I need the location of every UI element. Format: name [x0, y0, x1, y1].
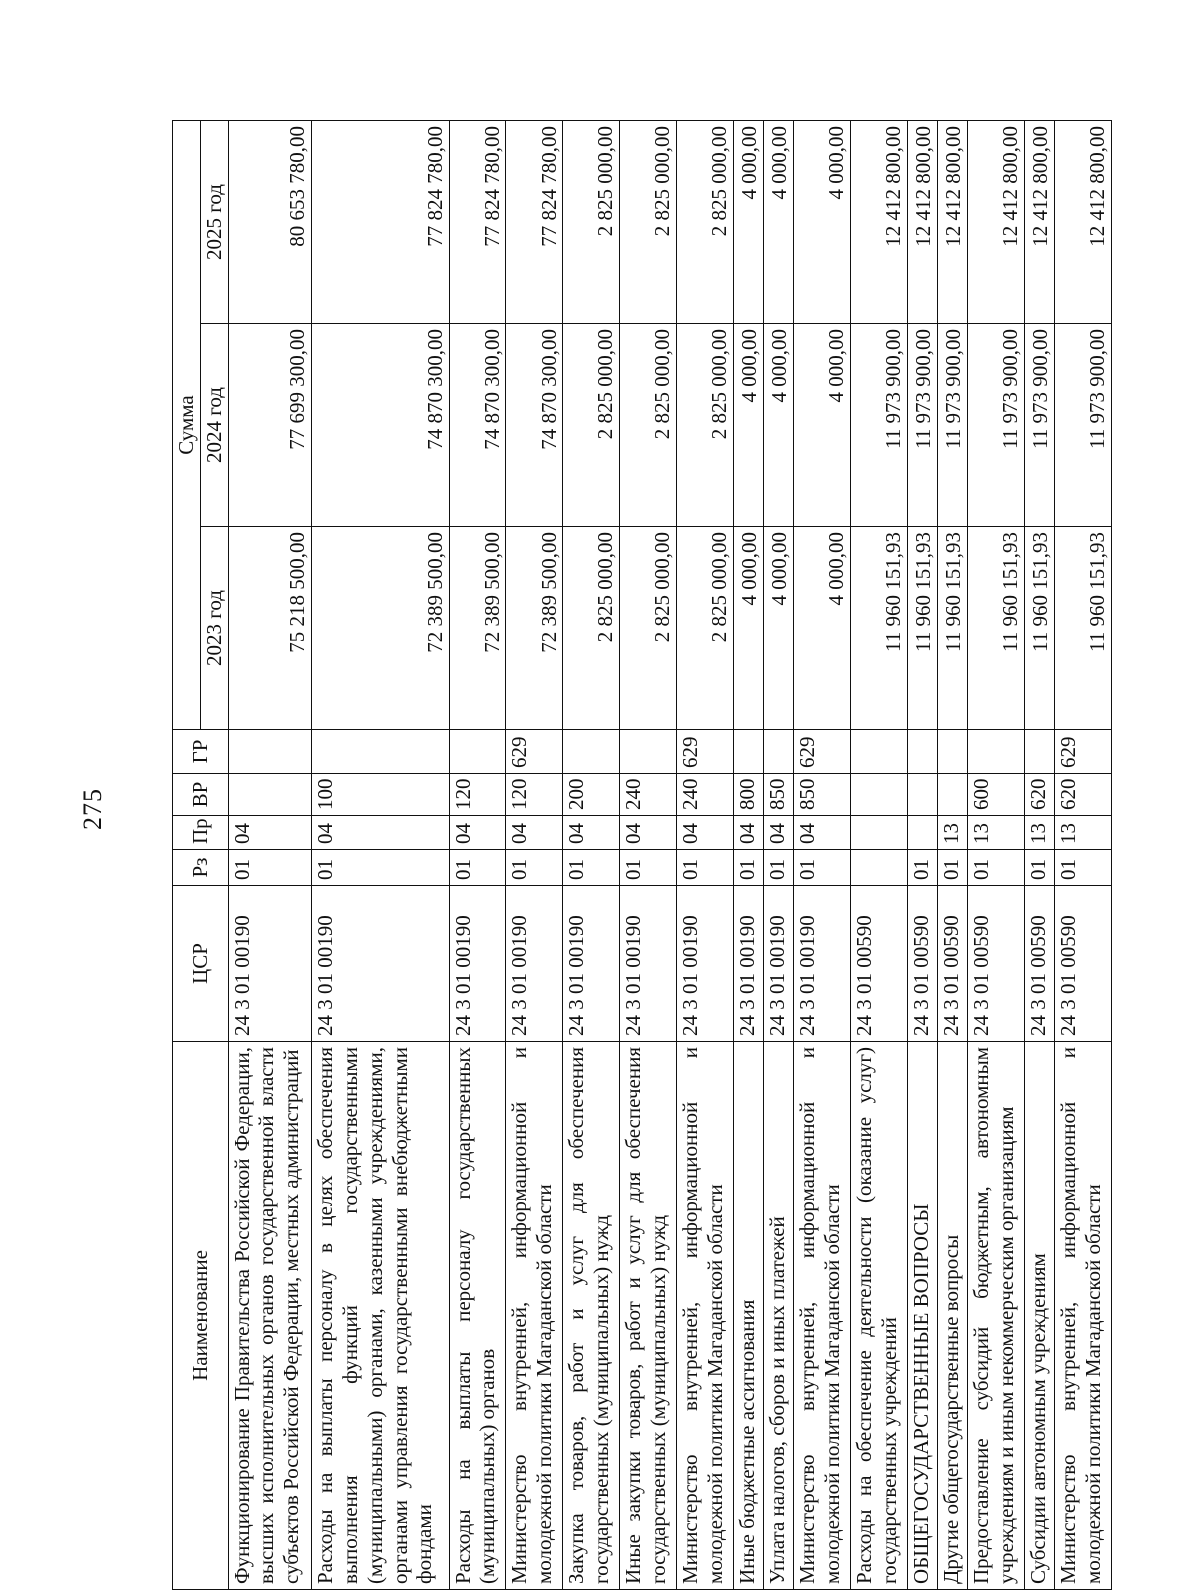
- row-pr: 04: [794, 816, 851, 850]
- row-rz: 01: [794, 850, 851, 886]
- row-rz: 01: [1055, 850, 1112, 886]
- row-sum-2023: 11 960 151,93: [1055, 527, 1112, 730]
- row-sum-2025: 4 000,00: [764, 120, 794, 323]
- row-csr: 24 3 01 00590: [907, 886, 937, 1042]
- row-gr: [968, 730, 1025, 774]
- row-gr: [938, 730, 968, 774]
- row-sum-2025: 77 824 780,00: [506, 120, 563, 323]
- row-rz: 01: [449, 850, 506, 886]
- row-rz: 01: [1024, 850, 1054, 886]
- row-rz: 01: [312, 850, 449, 886]
- row-sum-2025: 80 653 780,00: [228, 120, 312, 323]
- row-rz: 01: [228, 850, 312, 886]
- row-pr: 13: [938, 816, 968, 850]
- page-number: 275: [78, 788, 107, 830]
- row-pr: 04: [228, 816, 312, 850]
- row-rz: 01: [734, 850, 764, 886]
- row-vr: 620: [1055, 774, 1112, 816]
- row-csr: 24 3 01 00190: [506, 886, 563, 1042]
- row-pr: [907, 816, 937, 850]
- row-pr: 13: [968, 816, 1025, 850]
- row-vr: 850: [764, 774, 794, 816]
- row-gr: 629: [677, 730, 734, 774]
- row-vr: 800: [734, 774, 764, 816]
- row-sum-2024: 4 000,00: [764, 324, 794, 527]
- row-gr: [734, 730, 764, 774]
- row-sum-2025: 77 824 780,00: [449, 120, 506, 323]
- row-sum-2023: 11 960 151,93: [968, 527, 1025, 730]
- row-sum-2023: 75 218 500,00: [228, 527, 312, 730]
- row-rz: 01: [563, 850, 620, 886]
- row-rz: 01: [968, 850, 1025, 886]
- row-gr: [563, 730, 620, 774]
- header-sum: Сумма: [173, 120, 201, 729]
- row-name: Расходы на выплаты персоналу в целях обеспечения выполнения функций государственными (муниципальными) органами, казенными учреждениями, органами управления государственными внебюджетными фондами: [312, 1042, 449, 1590]
- row-csr: 24 3 01 00590: [938, 886, 968, 1042]
- row-rz: 01: [764, 850, 794, 886]
- row-csr: 24 3 01 00590: [1055, 886, 1112, 1042]
- row-name: Министерство внутренней, информационной и молодежной политики Магаданской области: [1055, 1042, 1112, 1590]
- row-name: Уплата налогов, сборов и иных платежей: [764, 1042, 794, 1590]
- row-name: Иные закупки товаров, работ и услуг для обеспечения государственных (муниципальных) нужд: [620, 1042, 677, 1590]
- row-name: Иные бюджетные ассигнования: [734, 1042, 764, 1590]
- budget-table: [172, 120, 1112, 1590]
- row-sum-2023: 11 960 151,93: [1024, 527, 1054, 730]
- row-name: Расходы на выплаты персоналу государственных (муниципальных) органов: [449, 1042, 506, 1590]
- row-sum-2025: 2 825 000,00: [563, 120, 620, 323]
- header-pr: Пр: [173, 816, 229, 850]
- row-pr: 04: [563, 816, 620, 850]
- row-sum-2024: 11 973 900,00: [1055, 324, 1112, 527]
- table-header: [173, 120, 229, 1589]
- row-name: Другие общегосударственные вопросы: [938, 1042, 968, 1590]
- row-vr: 200: [563, 774, 620, 816]
- row-sum-2025: 4 000,00: [794, 120, 851, 323]
- row-sum-2025: 77 824 780,00: [312, 120, 449, 323]
- table-body: [228, 120, 1111, 1589]
- row-sum-2024: 11 973 900,00: [851, 324, 908, 527]
- row-sum-2024: 2 825 000,00: [677, 324, 734, 527]
- row-sum-2025: 12 412 800,00: [968, 120, 1025, 323]
- row-pr: 13: [1024, 816, 1054, 850]
- row-csr: 24 3 01 00190: [228, 886, 312, 1042]
- row-csr: 24 3 01 00590: [851, 886, 908, 1042]
- row-gr: [1024, 730, 1054, 774]
- row-csr: 24 3 01 00190: [734, 886, 764, 1042]
- row-rz: 01: [938, 850, 968, 886]
- row-csr: 24 3 01 00190: [449, 886, 506, 1042]
- row-vr: 240: [620, 774, 677, 816]
- row-sum-2023: 2 825 000,00: [620, 527, 677, 730]
- row-gr: 629: [1055, 730, 1112, 774]
- row-vr: 620: [1024, 774, 1054, 816]
- header-rz: Рз: [173, 850, 229, 886]
- row-name: Закупка товаров, работ и услуг для обеспечения государственных (муниципальных) нужд: [563, 1042, 620, 1590]
- row-sum-2025: 12 412 800,00: [1055, 120, 1112, 323]
- row-name: Функционирование Правительства Российской Федерации, высших исполнительных органов государственной власти субъектов Российской Федерации, местных администраций: [228, 1042, 312, 1590]
- row-rz: 01: [620, 850, 677, 886]
- row-pr: 04: [449, 816, 506, 850]
- row-sum-2023: 11 960 151,93: [907, 527, 937, 730]
- row-sum-2025: 2 825 000,00: [677, 120, 734, 323]
- row-csr: 24 3 01 00190: [312, 886, 449, 1042]
- row-pr: 04: [764, 816, 794, 850]
- row-vr: 240: [677, 774, 734, 816]
- row-sum-2024: 74 870 300,00: [449, 324, 506, 527]
- row-sum-2023: 4 000,00: [794, 527, 851, 730]
- row-sum-2023: 2 825 000,00: [677, 527, 734, 730]
- table-row: [734, 120, 764, 1589]
- table-row: [907, 120, 937, 1589]
- table-row: [677, 120, 734, 1589]
- table-row: [794, 120, 851, 1589]
- header-csr: ЦСР: [173, 886, 229, 1042]
- row-name: ОБЩЕГОСУДАРСТВЕННЫЕ ВОПРОСЫ: [907, 1042, 937, 1590]
- row-sum-2024: 74 870 300,00: [312, 324, 449, 527]
- row-vr: 850: [794, 774, 851, 816]
- row-sum-2023: 11 960 151,93: [851, 527, 908, 730]
- row-vr: 120: [449, 774, 506, 816]
- row-name: Министерство внутренней, информационной и молодежной политики Магаданской области: [794, 1042, 851, 1590]
- table-row: [851, 120, 908, 1589]
- table-row: [563, 120, 620, 1589]
- row-pr: 04: [620, 816, 677, 850]
- row-vr: 120: [506, 774, 563, 816]
- row-csr: 24 3 01 00590: [1024, 886, 1054, 1042]
- row-csr: 24 3 01 00190: [677, 886, 734, 1042]
- table-row: [228, 120, 312, 1589]
- row-pr: 04: [677, 816, 734, 850]
- row-name: Предоставление субсидий бюджетным, автономным учреждениям и иным некоммерческим организациям: [968, 1042, 1025, 1590]
- row-name: Субсидии автономным учреждениям: [1024, 1042, 1054, 1590]
- row-csr: 24 3 01 00190: [764, 886, 794, 1042]
- row-gr: [907, 730, 937, 774]
- header-year-2025: 2025 год: [200, 120, 228, 323]
- row-sum-2025: 4 000,00: [734, 120, 764, 323]
- row-csr: 24 3 01 00190: [620, 886, 677, 1042]
- table-row: [938, 120, 968, 1589]
- row-csr: 24 3 01 00190: [794, 886, 851, 1042]
- header-year-2024: 2024 год: [200, 324, 228, 527]
- row-sum-2024: 77 699 300,00: [228, 324, 312, 527]
- table-row: [620, 120, 677, 1589]
- row-rz: 01: [677, 850, 734, 886]
- header-name: Наименование: [173, 1042, 229, 1590]
- row-pr: 04: [734, 816, 764, 850]
- table-row: [968, 120, 1025, 1589]
- row-sum-2024: 2 825 000,00: [620, 324, 677, 527]
- row-name: Министерство внутренней, информационной и молодежной политики Магаданской области: [506, 1042, 563, 1590]
- row-gr: 629: [506, 730, 563, 774]
- row-sum-2023: 72 389 500,00: [312, 527, 449, 730]
- row-sum-2023: 72 389 500,00: [449, 527, 506, 730]
- row-sum-2024: 11 973 900,00: [938, 324, 968, 527]
- row-sum-2023: 2 825 000,00: [563, 527, 620, 730]
- row-gr: [851, 730, 908, 774]
- row-rz: 01: [907, 850, 937, 886]
- header-year-2023: 2023 год: [200, 527, 228, 730]
- row-sum-2024: 74 870 300,00: [506, 324, 563, 527]
- row-sum-2023: 72 389 500,00: [506, 527, 563, 730]
- rotated-table-container: [172, 120, 1112, 1590]
- header-gr: ГР: [173, 730, 229, 774]
- row-sum-2023: 4 000,00: [734, 527, 764, 730]
- row-gr: [312, 730, 449, 774]
- row-sum-2023: 11 960 151,93: [938, 527, 968, 730]
- row-gr: [764, 730, 794, 774]
- row-sum-2024: 11 973 900,00: [907, 324, 937, 527]
- table-row: [1055, 120, 1112, 1589]
- row-sum-2025: 12 412 800,00: [1024, 120, 1054, 323]
- row-vr: [851, 774, 908, 816]
- table-row: [1024, 120, 1054, 1589]
- table-row: [449, 120, 506, 1589]
- row-sum-2025: 2 825 000,00: [620, 120, 677, 323]
- row-sum-2024: 4 000,00: [734, 324, 764, 527]
- row-pr: 13: [1055, 816, 1112, 850]
- row-vr: 600: [968, 774, 1025, 816]
- row-sum-2023: 4 000,00: [764, 527, 794, 730]
- row-pr: 04: [506, 816, 563, 850]
- row-sum-2024: 11 973 900,00: [968, 324, 1025, 527]
- row-pr: 04: [312, 816, 449, 850]
- row-name: Министерство внутренней, информационной и молодежной политики Магаданской области: [677, 1042, 734, 1590]
- header-vr: ВР: [173, 774, 229, 816]
- row-sum-2025: 12 412 800,00: [938, 120, 968, 323]
- row-gr: [228, 730, 312, 774]
- row-rz: [851, 850, 908, 886]
- row-gr: 629: [794, 730, 851, 774]
- row-sum-2024: 2 825 000,00: [563, 324, 620, 527]
- table-row: [764, 120, 794, 1589]
- row-vr: [907, 774, 937, 816]
- row-sum-2025: 12 412 800,00: [851, 120, 908, 323]
- row-vr: 100: [312, 774, 449, 816]
- row-sum-2024: 11 973 900,00: [1024, 324, 1054, 527]
- table-row: [312, 120, 449, 1589]
- row-pr: [851, 816, 908, 850]
- row-gr: [620, 730, 677, 774]
- row-csr: 24 3 01 00190: [563, 886, 620, 1042]
- row-rz: 01: [506, 850, 563, 886]
- row-csr: 24 3 01 00590: [968, 886, 1025, 1042]
- row-sum-2025: 12 412 800,00: [907, 120, 937, 323]
- row-sum-2024: 4 000,00: [794, 324, 851, 527]
- row-name: Расходы на обеспечение деятельности (оказание услуг) государственных учреждений: [851, 1042, 908, 1590]
- table-row: [506, 120, 563, 1589]
- row-vr: [228, 774, 312, 816]
- row-vr: [938, 774, 968, 816]
- row-gr: [449, 730, 506, 774]
